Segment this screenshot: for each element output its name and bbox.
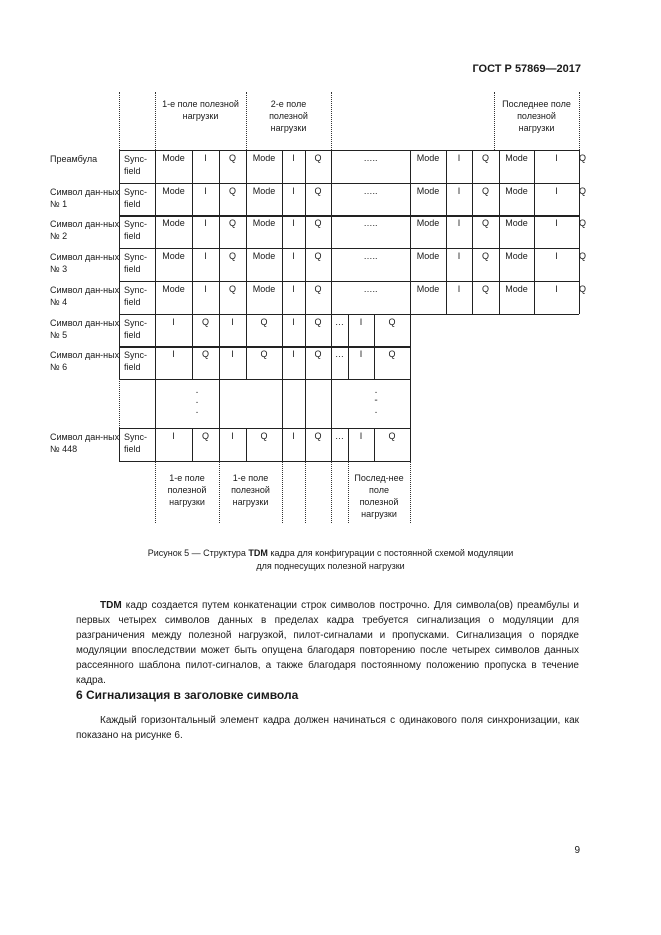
row-top-border: [119, 248, 579, 249]
data-cell: Q: [228, 284, 236, 294]
data-cell: Q: [314, 431, 322, 441]
cell-divider: [410, 314, 411, 347]
dotted-guide-line: [119, 379, 120, 428]
data-cell: Mode: [162, 251, 185, 261]
data-cell: I: [204, 186, 207, 196]
data-cell: I: [457, 251, 461, 261]
data-cell: …: [335, 431, 344, 441]
data-cell: I: [292, 431, 295, 441]
data-cell: Mode: [505, 251, 528, 261]
data-cell: Q: [481, 218, 489, 228]
sync-field-cell: Sync-field: [124, 432, 148, 454]
data-cell: Mode: [252, 284, 276, 294]
data-cell: Mode: [162, 153, 185, 163]
data-cell: Q: [228, 218, 236, 228]
cell-divider: [331, 379, 332, 428]
cell-divider: [119, 314, 120, 347]
data-cell: …: [335, 317, 344, 327]
data-cell: I: [172, 317, 175, 327]
data-cell: I: [292, 317, 295, 327]
cell-divider: [119, 248, 120, 281]
row-label: Символ дан-ных № 1: [50, 187, 120, 209]
cell-divider: [119, 428, 120, 461]
cell-divider: [282, 379, 283, 428]
data-cell: Q: [579, 186, 587, 196]
data-cell: I: [457, 186, 461, 196]
row-top-border: [119, 281, 579, 282]
data-cell: …: [335, 349, 344, 359]
cell-divider: [119, 281, 120, 314]
data-cell: I: [457, 218, 461, 228]
bottom-header-label: 1-е поле полезной нагрузки: [167, 473, 207, 507]
data-cell: Q: [579, 251, 587, 261]
data-cell: Mode: [505, 284, 528, 294]
data-cell: I: [172, 431, 175, 441]
row-top-border: [119, 428, 410, 429]
data-cell: …..: [363, 218, 378, 228]
data-cell: Q: [388, 349, 396, 359]
data-cell: I: [204, 284, 207, 294]
row-top-border: [119, 183, 579, 184]
dotted-guide-line: [331, 92, 332, 150]
row-top-border: [119, 215, 579, 216]
data-cell: I: [457, 153, 461, 163]
sync-field-cell: Sync-field: [124, 219, 148, 241]
data-cell: I: [231, 431, 234, 441]
data-cell: Q: [481, 284, 489, 294]
top-header-label: 2-е поле полезной нагрузки: [269, 99, 308, 133]
ellipsis-dot: .: [195, 405, 199, 416]
data-cell: I: [359, 349, 363, 359]
cell-divider: [410, 428, 411, 461]
data-cell: Q: [201, 431, 209, 441]
data-cell: …..: [363, 284, 378, 294]
data-cell: I: [292, 349, 295, 359]
document-id: ГОСТ Р 57869—2017: [472, 63, 581, 75]
data-cell: Q: [201, 317, 209, 327]
row-label: Преамбула: [50, 154, 98, 164]
section-heading: 6 Сигнализация в заголовке символа: [76, 688, 299, 702]
data-cell: Q: [314, 284, 322, 294]
sync-field-cell: Sync-field: [124, 285, 148, 307]
data-cell: Q: [314, 317, 322, 327]
cell-divider: [119, 183, 120, 216]
data-cell: Q: [260, 317, 268, 327]
data-cell: Q: [579, 218, 587, 228]
page-number: 9: [574, 845, 580, 856]
data-cell: Q: [579, 284, 587, 294]
data-cell: Mode: [252, 153, 276, 163]
row-bottom-border: [119, 347, 410, 348]
paragraph-tdm: TDM кадр создается путем конкатенации строк символов построчно. Для символа(ов) преамбулы и первых четырех символов данных в пределах кадра требуется сигнализация о модуляции для разграничения между полезной нагрузкой, пилот-сигналами и пропусками. Сигнализация о порядке модуляции впоследствии может быть опущена благодаря повторению после четырех символов данных рассеянного шаблона пилот-сигналов, а также благодаря постоянному положению пропуска в течение кадра.: [76, 600, 579, 686]
row-label: Символ дан-ных № 6: [50, 350, 120, 372]
data-cell: Mode: [505, 153, 528, 163]
cell-divider: [305, 379, 306, 428]
cell-divider: [119, 346, 120, 379]
data-cell: I: [231, 349, 234, 359]
row-top-border: [119, 150, 579, 151]
data-cell: Q: [314, 153, 322, 163]
data-cell: Q: [228, 153, 236, 163]
data-cell: Mode: [162, 218, 185, 228]
top-header-label: Последнее поле полезной нагрузки: [502, 99, 571, 133]
data-cell: I: [292, 186, 295, 196]
data-cell: Q: [314, 186, 322, 196]
data-cell: Q: [228, 251, 236, 261]
row-bottom-border: [119, 216, 579, 217]
data-cell: Q: [260, 349, 268, 359]
caption-line-2: для поднесущих полезной нагрузки: [256, 561, 405, 571]
row-label: Символ дан-ных № 3: [50, 252, 120, 274]
data-cell: Q: [388, 317, 396, 327]
data-cell: Q: [260, 431, 268, 441]
cell-divider: [410, 379, 411, 428]
data-cell: Mode: [162, 284, 185, 294]
row-label: Символ дан-ных № 5: [50, 318, 120, 340]
data-cell: I: [292, 284, 295, 294]
data-cell: …..: [363, 153, 378, 163]
data-cell: I: [231, 317, 234, 327]
data-cell: Q: [314, 251, 322, 261]
data-cell: I: [359, 317, 363, 327]
ellipsis-dot: -: [374, 395, 378, 406]
data-cell: Mode: [505, 186, 528, 196]
data-cell: Mode: [252, 218, 276, 228]
dotted-guide-line: [410, 461, 411, 523]
ellipsis-dot: .: [195, 395, 199, 406]
bottom-header-label: Послед-нее поле полезной нагрузки: [354, 473, 404, 519]
data-cell: Mode: [416, 251, 440, 261]
data-cell: I: [457, 284, 461, 294]
data-cell: Mode: [252, 186, 276, 196]
data-cell: I: [359, 431, 363, 441]
data-cell: Q: [314, 218, 322, 228]
cell-divider: [155, 379, 156, 428]
data-cell: Q: [201, 349, 209, 359]
data-cell: Q: [481, 251, 489, 261]
caption-line-1: Рисунок 5 — Структура TDM кадра для конфигурации с постоянной схемой модуляции: [147, 548, 514, 558]
data-cell: I: [292, 218, 295, 228]
top-header-label: 1-е поле полезной нагрузки: [162, 99, 239, 121]
data-cell: Mode: [416, 284, 440, 294]
dotted-guide-line: [119, 92, 120, 150]
row-label: Символ дан-ных № 4: [50, 285, 120, 307]
data-cell: Mode: [416, 218, 440, 228]
data-cell: Q: [579, 153, 587, 163]
data-cell: I: [204, 218, 207, 228]
dotted-guide-line: [579, 92, 580, 150]
data-cell: I: [555, 186, 558, 196]
ellipsis-dot: .: [195, 385, 199, 396]
cell-divider: [119, 150, 120, 183]
data-cell: Q: [314, 349, 322, 359]
row-bottom-border: [119, 461, 410, 462]
data-cell: Mode: [252, 251, 276, 261]
data-cell: I: [204, 251, 207, 261]
ellipsis-dot: .: [374, 385, 378, 396]
data-cell: Q: [388, 431, 396, 441]
ellipsis-dot: .: [374, 405, 378, 416]
sync-field-cell: Sync-field: [124, 252, 148, 274]
data-cell: Mode: [416, 186, 440, 196]
dotted-guide-line: [282, 461, 283, 523]
data-cell: Mode: [162, 186, 185, 196]
data-cell: I: [204, 153, 207, 163]
row-top-border: [119, 314, 410, 315]
cell-divider: [119, 215, 120, 248]
row-top-border: [119, 346, 410, 347]
dotted-guide-line: [305, 461, 306, 523]
paragraph-sync: Каждый горизонтальный элемент кадра должен начинаться с одинакового поля синхронизации, как показано на рисунке 6.: [76, 715, 579, 741]
row-label: Символ дан-ных № 448: [50, 432, 120, 454]
cell-divider: [219, 379, 220, 428]
data-cell: I: [555, 218, 558, 228]
sync-field-cell: Sync-field: [124, 154, 148, 176]
data-cell: I: [555, 153, 558, 163]
sync-field-cell: Sync-field: [124, 318, 148, 340]
row-bottom-border: [119, 379, 410, 380]
cell-divider: [410, 346, 411, 379]
data-cell: Q: [228, 186, 236, 196]
data-cell: I: [292, 251, 295, 261]
sync-field-cell: Sync-field: [124, 350, 148, 372]
data-cell: I: [172, 349, 175, 359]
data-cell: I: [292, 153, 295, 163]
dotted-guide-line: [331, 461, 332, 523]
data-cell: …..: [363, 251, 378, 261]
figure-caption: [0, 547, 661, 573]
data-cell: Mode: [416, 153, 440, 163]
data-cell: …..: [363, 186, 378, 196]
data-cell: Mode: [505, 218, 528, 228]
data-cell: I: [555, 284, 558, 294]
data-cell: I: [555, 251, 558, 261]
sync-field-cell: Sync-field: [124, 187, 148, 209]
data-cell: Q: [481, 153, 489, 163]
bottom-header-label: 1-е поле полезной нагрузки: [231, 473, 270, 507]
data-cell: Q: [481, 186, 489, 196]
row-label: Символ дан-ных № 2: [50, 219, 120, 241]
